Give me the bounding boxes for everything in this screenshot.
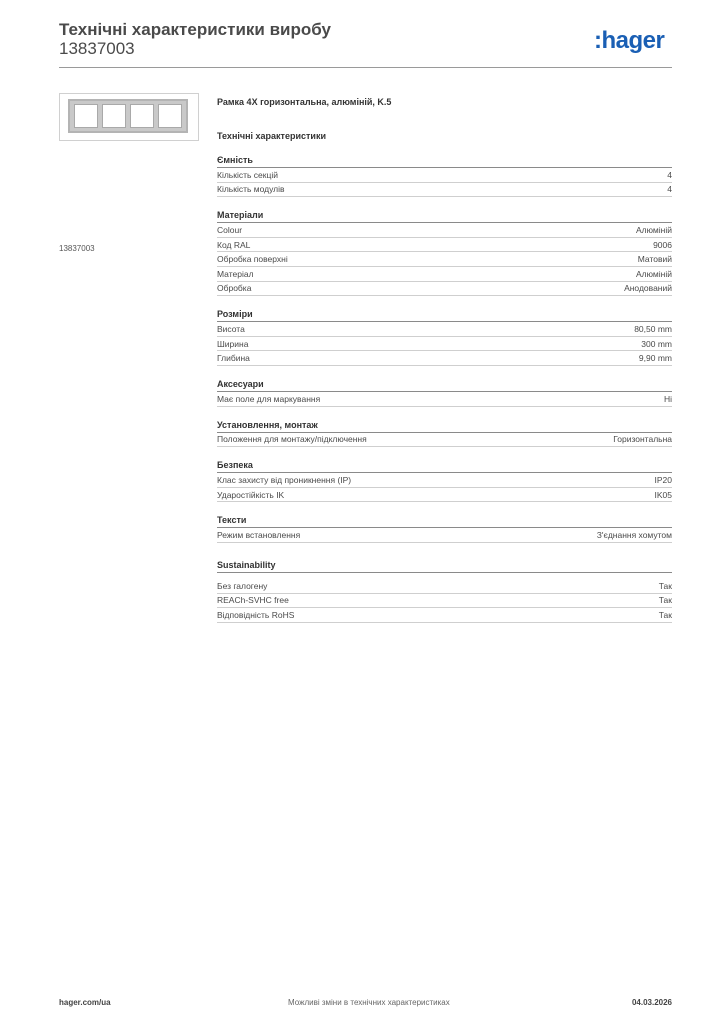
product-name: Рамка 4X горизонтальна, алюміній, K.5 bbox=[217, 97, 392, 107]
spec-value: 4 bbox=[667, 184, 672, 195]
frame-slot bbox=[74, 104, 98, 128]
section-title: Тексти bbox=[217, 514, 672, 528]
spec-row bbox=[217, 238, 672, 253]
spec-value: Горизонтальна bbox=[613, 434, 672, 445]
spec-row bbox=[217, 594, 672, 609]
spec-label: Обробка поверхні bbox=[217, 254, 288, 265]
section-title: Установлення, монтаж bbox=[217, 419, 672, 433]
spec-row bbox=[217, 351, 672, 366]
spec-row bbox=[217, 392, 672, 407]
product-code: 13837003 bbox=[59, 39, 135, 58]
spec-label: Положення для монтажу/підключення bbox=[217, 434, 367, 445]
spec-row bbox=[217, 433, 672, 448]
section-title: Ємність bbox=[217, 154, 672, 168]
spec-label: Матеріал bbox=[217, 268, 254, 279]
logo-text: hager bbox=[601, 27, 665, 54]
spec-value: Ні bbox=[663, 393, 672, 404]
frame-slot bbox=[102, 104, 126, 128]
spec-section bbox=[217, 154, 672, 197]
spec-label: Без галогену bbox=[217, 580, 268, 591]
spec-value: Так bbox=[658, 609, 672, 620]
spec-row bbox=[217, 608, 672, 623]
spec-row bbox=[217, 337, 672, 352]
spec-label: Кількість секцій bbox=[217, 169, 278, 180]
spec-section bbox=[217, 209, 672, 296]
spec-section bbox=[217, 459, 672, 502]
section-title: Безпека bbox=[217, 459, 672, 473]
spec-value: З'єднання хомутом bbox=[596, 530, 672, 541]
spec-label: Має поле для маркування bbox=[217, 393, 321, 404]
spec-label: Кількість модулів bbox=[217, 184, 285, 195]
spec-value: IP20 bbox=[654, 474, 672, 485]
spec-value: 9,90 mm bbox=[638, 353, 672, 364]
frame-illustration bbox=[68, 99, 188, 133]
spec-label: REACh-SVHC free bbox=[217, 595, 289, 606]
spec-value: 80,50 mm bbox=[634, 323, 672, 334]
spec-row bbox=[217, 488, 672, 503]
spec-label: Відповідність RoHS bbox=[217, 609, 295, 620]
spec-row bbox=[217, 267, 672, 282]
spec-label: Обробка bbox=[217, 283, 252, 294]
section-title: Розміри bbox=[217, 308, 672, 322]
spec-row bbox=[217, 528, 672, 543]
spec-value: 9006 bbox=[653, 239, 672, 250]
footer-disclaimer: Можливі зміни в технічних характеристиках bbox=[288, 998, 450, 1007]
spec-value: Анодований bbox=[624, 283, 672, 294]
spec-row bbox=[217, 252, 672, 267]
spec-value: Матовий bbox=[637, 254, 672, 265]
hager-logo: :hager bbox=[594, 27, 665, 54]
image-caption: 13837003 bbox=[59, 244, 95, 253]
frame-slot bbox=[158, 104, 182, 128]
footer-date: 04.03.2026 bbox=[631, 998, 672, 1007]
spec-value: 300 mm bbox=[641, 338, 672, 349]
spec-row bbox=[217, 223, 672, 238]
section-title: Sustainability bbox=[217, 559, 672, 573]
spec-label: Висота bbox=[217, 323, 245, 334]
header-divider bbox=[59, 67, 672, 68]
frame-slot bbox=[130, 104, 154, 128]
spec-value: IK05 bbox=[654, 489, 672, 500]
spec-section bbox=[217, 514, 672, 543]
spec-label: Ширина bbox=[217, 338, 249, 349]
spec-content bbox=[217, 96, 672, 623]
spec-row bbox=[217, 282, 672, 297]
spec-value: 4 bbox=[667, 169, 672, 180]
spec-row bbox=[217, 473, 672, 488]
spec-label: Colour bbox=[217, 224, 243, 235]
spec-value: Алюміній bbox=[636, 224, 672, 235]
spec-heading: Технічні характеристики bbox=[217, 131, 326, 141]
spec-row bbox=[217, 183, 672, 198]
spec-row bbox=[217, 168, 672, 183]
spec-value: Так bbox=[658, 580, 672, 591]
spec-section bbox=[217, 419, 672, 448]
spec-row bbox=[217, 579, 672, 594]
spec-section bbox=[217, 308, 672, 366]
footer-website[interactable]: hager.com/ua bbox=[59, 998, 111, 1007]
section-title: Аксесуари bbox=[217, 378, 672, 392]
spec-sections bbox=[217, 154, 672, 543]
product-image bbox=[59, 93, 199, 141]
spec-row bbox=[217, 322, 672, 337]
spec-label: Код RAL bbox=[217, 239, 251, 250]
section-title: Матеріали bbox=[217, 209, 672, 223]
spec-label: Ударостійкість IK bbox=[217, 489, 285, 500]
spec-value: Алюміній bbox=[636, 268, 672, 279]
spec-label: Глибина bbox=[217, 353, 250, 364]
page-title: Технічні характеристики виробу bbox=[59, 20, 331, 39]
spec-label: Режим встановлення bbox=[217, 530, 301, 541]
spec-label: Клас захисту від проникнення (IP) bbox=[217, 474, 352, 485]
spec-value: Так bbox=[658, 595, 672, 606]
spec-section bbox=[217, 378, 672, 407]
sustainability-section bbox=[217, 559, 672, 623]
sustainability-rows bbox=[217, 579, 672, 623]
